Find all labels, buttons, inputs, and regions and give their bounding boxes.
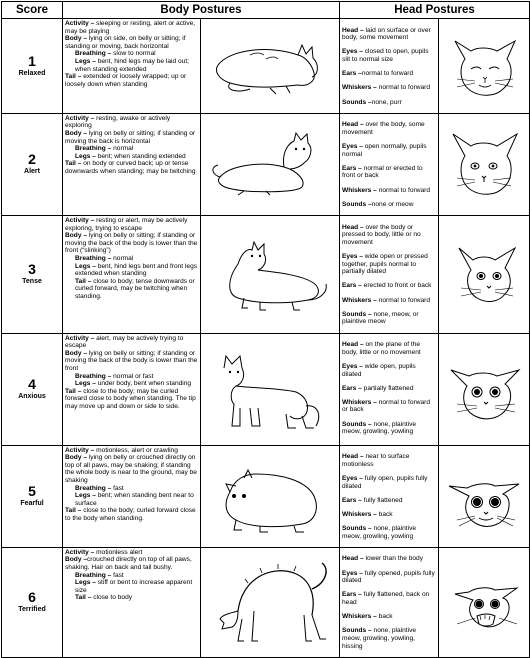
head-posture-text <box>340 333 439 445</box>
body-posture-text <box>63 333 201 445</box>
body-posture-illustration <box>201 113 340 215</box>
table-row <box>2 216 530 334</box>
body-line: Legs – bent, hind legs may be laid out; when standing extended <box>75 57 189 73</box>
head-line: Ears – partially flattened <box>342 384 414 392</box>
body-line: Tail – on body or curved back; up or tense downwards when standing; may be twitching <box>65 160 196 175</box>
body-line: Legs – under body, bent when standing <box>75 380 192 388</box>
header-score: Score <box>2 2 63 19</box>
head-posture-illustration <box>439 216 530 334</box>
body-line: Legs – bent, hind legs bent and front legs extended when standing <box>75 262 198 278</box>
head-line: Sounds –none, purr <box>342 98 402 106</box>
score-cell <box>2 445 63 547</box>
score-label: Fearful <box>20 500 44 508</box>
score-cell <box>2 113 63 215</box>
head-posture-illustration <box>439 113 530 215</box>
body-line: Tail – extended or loosely wrapped; up or loosely down when standing <box>65 73 187 88</box>
body-line: Tail – close to the body; may be curled forward close to body when standing. The tip may move up and down or side to side. <box>65 387 196 410</box>
head-line: Head – lower than the body <box>342 555 424 563</box>
head-posture-text <box>340 113 439 215</box>
head-line: Head – over the body or pressed to body, little or no movement <box>342 223 421 246</box>
body-line: Breathing – normal or fast <box>75 372 154 380</box>
head-posture-text <box>340 19 439 114</box>
table-row <box>2 445 530 547</box>
score-cell <box>2 547 63 657</box>
body-line: Breathing – slow to normal <box>75 50 156 58</box>
score-number: 4 <box>28 376 36 393</box>
head-line: Sounds –none or meow <box>342 200 414 208</box>
body-line: Activity – resting or alert, may be actively exploring, trying to escape <box>65 217 188 232</box>
body-posture-text <box>63 113 201 215</box>
body-line: Breathing – normal <box>75 145 134 153</box>
body-line: Activity – sleeping or resting, alert or active, may be playing <box>65 20 196 35</box>
head-line: Eyes – closed to open, pupils slit to normal size <box>342 48 429 63</box>
head-line: Whiskers – normal to forward <box>342 296 430 304</box>
body-line: Body –crouched directly on top of all paws, shaking. Hair on back and tail bushy. <box>65 556 192 572</box>
head-line: Whiskers – normal to forward <box>342 186 430 194</box>
body-posture-illustration <box>201 216 340 334</box>
body-line: Activity – resting, awake or actively exploring <box>65 114 171 130</box>
score-label: Anxious <box>18 393 46 401</box>
header-row <box>2 2 530 19</box>
body-posture-illustration <box>201 333 340 445</box>
head-line: Ears – fully flattened <box>342 496 403 504</box>
score-label: Alert <box>24 168 40 176</box>
body-line: Body – lying on belly or sitting; if standing or moving the back of the body is lower than the front (“slinking”) <box>65 232 198 255</box>
score-number: 1 <box>28 52 36 69</box>
score-cell <box>2 216 63 334</box>
head-posture-text <box>340 445 439 547</box>
head-line: Head – near to surface motionless <box>342 453 410 468</box>
head-line: Ears –normal to forward <box>342 70 414 78</box>
body-line: Legs – stiff or bent to increase apparent size <box>75 579 193 594</box>
score-cell <box>2 19 63 114</box>
head-line: Sounds – none, meow, or plaintive meow <box>342 310 419 326</box>
body-line: Body – lying on belly or sitting; if standing or moving the back is horizontal <box>65 129 196 145</box>
table-row <box>2 333 530 445</box>
head-line: Eyes – open normally, pupils normal <box>342 143 427 158</box>
body-posture-illustration <box>201 19 340 114</box>
head-posture-text <box>340 216 439 334</box>
head-posture-illustration <box>439 445 530 547</box>
head-line: Whiskers – normal to forward or back <box>342 398 430 414</box>
body-line: Breathing – normal <box>75 255 134 262</box>
head-line: Eyes – wide open or pressed together, pupils normal to partially dilated <box>342 253 428 276</box>
score-number: 5 <box>28 483 36 500</box>
head-line: Eyes – fully open, pupils fully dilated <box>342 474 428 490</box>
body-posture-illustration <box>201 547 340 657</box>
table-row <box>2 547 530 657</box>
head-posture-illustration <box>439 333 530 445</box>
table-row <box>2 113 530 215</box>
head-line: Head – on the plane of the body, little or no movement <box>342 341 421 356</box>
head-line: Sounds – none, plaintive meow, growling, yowling, hissing <box>342 627 417 650</box>
table-row <box>2 19 530 114</box>
body-line: Tail – close to body <box>75 594 133 602</box>
body-line: Tail – close to body; tense downwards or curled forward, may be twitching when standing. <box>75 277 195 300</box>
head-line: Ears – erected to front or back <box>342 282 432 290</box>
body-line: Activity – motionless, alert or crawling <box>65 446 178 454</box>
head-line: Whiskers – normal to forward <box>342 84 430 92</box>
body-line: Tail – close to the body; curled forward close to the body when standing. <box>65 507 196 522</box>
body-posture-text <box>63 547 201 657</box>
score-label: Terrified <box>18 606 46 614</box>
header-body-postures: Body Postures <box>63 2 340 19</box>
score-table <box>1 1 530 658</box>
head-line: Eyes – fully opened, pupils fully dilated <box>342 569 435 585</box>
score-number: 6 <box>28 589 36 606</box>
body-line: Body – lying on side, on belly or sitting; if standing or moving, back horizontal <box>65 35 186 50</box>
score-label: Tense <box>22 278 42 286</box>
body-line: Activity – alert, may be actively trying to escape <box>65 334 184 350</box>
head-line: Head – over the body, some movement <box>342 121 425 136</box>
body-line: Breathing – fast <box>75 571 124 579</box>
body-line: Body – lying on belly or crouched directly on top of all paws, may be shaking; if standing the whole body is near to the ground, may be shaking <box>65 454 197 484</box>
head-line: Sounds – none, plaintive meow, growling, yowling <box>342 420 417 436</box>
body-posture-text <box>63 216 201 334</box>
header-head-postures: Head Postures <box>340 2 530 19</box>
head-line: Head – laid on surface or over body, some movement <box>342 26 431 42</box>
score-number: 3 <box>28 261 36 278</box>
head-line: Whiskers – back <box>342 510 393 518</box>
head-line: Ears – normal or erected to front or back <box>342 164 423 180</box>
body-line: Breathing – fast <box>75 484 124 492</box>
score-label: Relaxed <box>18 69 46 77</box>
head-line: Eyes – wide open, pupils dilated <box>342 362 416 378</box>
head-posture-text <box>340 547 439 657</box>
body-line: Activity – motionless alert <box>65 548 143 556</box>
cat-stress-score-table <box>1 1 529 650</box>
body-posture-illustration <box>201 445 340 547</box>
head-line: Whiskers – back <box>342 613 393 621</box>
head-line: Ears – fully flattened, back on head <box>342 591 430 606</box>
head-line: Sounds – none, plaintive meow, growling, yowling <box>342 525 417 540</box>
score-cell <box>2 333 63 445</box>
head-posture-illustration <box>439 547 530 657</box>
body-line: Body – lying on belly or sitting; if standing or moving the back of the body is lower than the front <box>65 349 198 372</box>
body-posture-text <box>63 445 201 547</box>
body-line: Legs – bent; when standing extended <box>75 152 186 160</box>
body-posture-text <box>63 19 201 114</box>
head-posture-illustration <box>439 19 530 114</box>
score-number: 2 <box>28 151 36 168</box>
body-line: Legs – bent; when standing bent near to surface <box>75 492 194 507</box>
